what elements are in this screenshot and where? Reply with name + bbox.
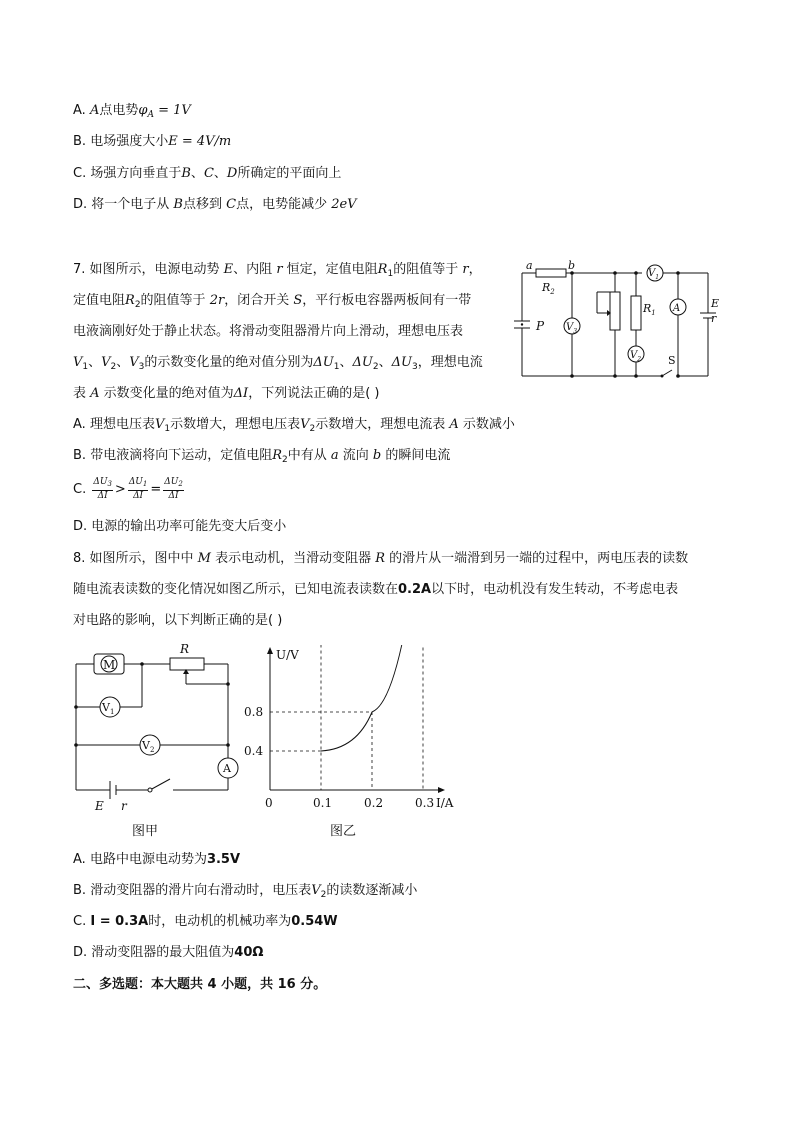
q6-option-c: C. 场强方向垂直于B、C、D所确定的平面向上 bbox=[73, 166, 342, 181]
q8-graph-origin: 0 bbox=[265, 796, 273, 810]
q8-graph-xlabel: I/A bbox=[436, 796, 454, 810]
q7-label-a-meter: A bbox=[673, 303, 681, 314]
figure-caption-yi: 图乙 bbox=[330, 824, 357, 839]
q8-label-v1: $V_1$ bbox=[102, 701, 115, 716]
q7-stem-line-4: $V_1$、$V_2$、$V_3$的示数变化量的绝对值分别为$\Delta U_1$、$\Delta U_2$、$\Delta U_3$，理想电流 bbox=[73, 355, 483, 372]
y-tick-label: 0.8 bbox=[244, 705, 264, 719]
q8-graph-ylabel: U/V bbox=[276, 648, 299, 662]
q7-option-a: A. 理想电压表$V_1$示数增大，理想电压表$V_2$示数增大，理想电流表 A 示数减小 bbox=[73, 417, 515, 434]
x-tick-label: 0.2 bbox=[364, 796, 384, 810]
q8-stem-line-1: 8. 如图所示，图中中 M 表示电动机，当滑动变阻器 R 的滑片从一端滑到另一端的过程中，两电压表的读数 bbox=[73, 551, 689, 566]
x-tick-label: 0.3 bbox=[415, 796, 435, 810]
q8-label-r-internal: r bbox=[121, 799, 127, 813]
q8-option-c: C. I = 0.3A时，电动机的机械功率为0.54W bbox=[73, 914, 338, 929]
q7-stem-line-2: 定值电阻$R_2$的阻值等于 2r，闭合开关 S，平行板电容器两板间有一带 bbox=[73, 293, 472, 310]
q8-option-d: D. 滑动变阻器的最大阻值为40Ω bbox=[73, 945, 264, 960]
q7-option-c: C. $\frac{\Delta U_3}{\Delta I}$ > $\frac{\Delta U_1}{\Delta I}$ = $\frac{\Delta U_2}{\Delta I}$ bbox=[73, 477, 183, 501]
q8-ui-graph bbox=[240, 645, 470, 815]
q8-stem-line-2: 随电流表读数的变化情况如图乙所示，已知电流表读数在0.2A以下时，电动机没有发生转动，不考虑电表 bbox=[73, 582, 679, 597]
q8-stem-line-3: 对电路的影响，以下判断正确的是( ) bbox=[73, 613, 283, 628]
q7-stem-line-3: 电液滴刚好处于静止状态。将滑动变阻器滑片向上滑动，理想电压表 bbox=[73, 324, 464, 339]
q6-option-d: D. 将一个电子从 B点移到 C点，电势能减少 2eV bbox=[73, 197, 357, 212]
x-tick-label: 0.1 bbox=[313, 796, 333, 810]
q8-option-b: B. 滑动变阻器的滑片向右滑动时，电压表$V_2$的读数逐渐减小 bbox=[73, 883, 418, 900]
section-heading-multiple-choice: 二、多选题：本大题共 4 小题，共 16 分。 bbox=[73, 977, 327, 992]
q6-option-b: B. 电场强度大小E = 4V/m bbox=[73, 134, 232, 149]
q8-label-r: R bbox=[180, 642, 190, 656]
q6-option-a: A. A点电势$\varphi_A = 1V$ bbox=[73, 103, 191, 120]
series-v1-curve bbox=[321, 645, 423, 751]
q8-label-e: E bbox=[95, 799, 104, 813]
q7-label-v2: $V_2$ bbox=[630, 350, 642, 363]
q8-label-m: M bbox=[103, 658, 116, 672]
q7-label-s: S bbox=[668, 354, 676, 367]
q7-label-e: E bbox=[711, 297, 720, 310]
q8-circuit-diagram bbox=[70, 640, 240, 815]
q7-label-v3: $V_3$ bbox=[566, 322, 578, 335]
q8-label-a: A bbox=[223, 762, 231, 775]
q7-stem-line-1: 7. 如图所示，电源电动势 E、内阻 r 恒定，定值电阻$R_1$的阻值等于 r， bbox=[73, 262, 482, 279]
q7-stem-line-5: 表 A 示数变化量的绝对值为ΔI，下列说法正确的是( ) bbox=[73, 386, 380, 401]
figure-caption-jia: 图甲 bbox=[132, 824, 159, 839]
q7-circuit-diagram bbox=[512, 258, 720, 386]
q7-label-b: b bbox=[568, 259, 576, 272]
fraction-du1-di: $\frac{\Delta U_1}{\Delta I}$ bbox=[128, 477, 148, 501]
y-tick-label: 0.4 bbox=[244, 744, 264, 758]
q8-option-a: A. 电路中电源电动势为3.5V bbox=[73, 852, 241, 867]
q7-label-r2: $R_2$ bbox=[542, 281, 555, 296]
q7-label-r1: $R_1$ bbox=[643, 302, 656, 317]
q8-label-v2: $V_2$ bbox=[142, 739, 155, 754]
q7-label-r: r bbox=[711, 312, 717, 325]
q7-label-a: a bbox=[526, 259, 533, 272]
q7-option-d: D. 电源的输出功率可能先变大后变小 bbox=[73, 519, 287, 534]
fraction-du3-di: $\frac{\Delta U_3}{\Delta I}$ bbox=[93, 477, 112, 501]
fraction-du2-di: $\frac{\Delta U_2}{\Delta I}$ bbox=[164, 477, 183, 501]
q7-label-v1: $V_1$ bbox=[648, 268, 660, 281]
q7-option-b: B. 带电液滴将向下运动，定值电阻$R_2$中有从 a 流向 b 的瞬间电流 bbox=[73, 448, 451, 465]
q7-label-p: P bbox=[536, 319, 545, 333]
